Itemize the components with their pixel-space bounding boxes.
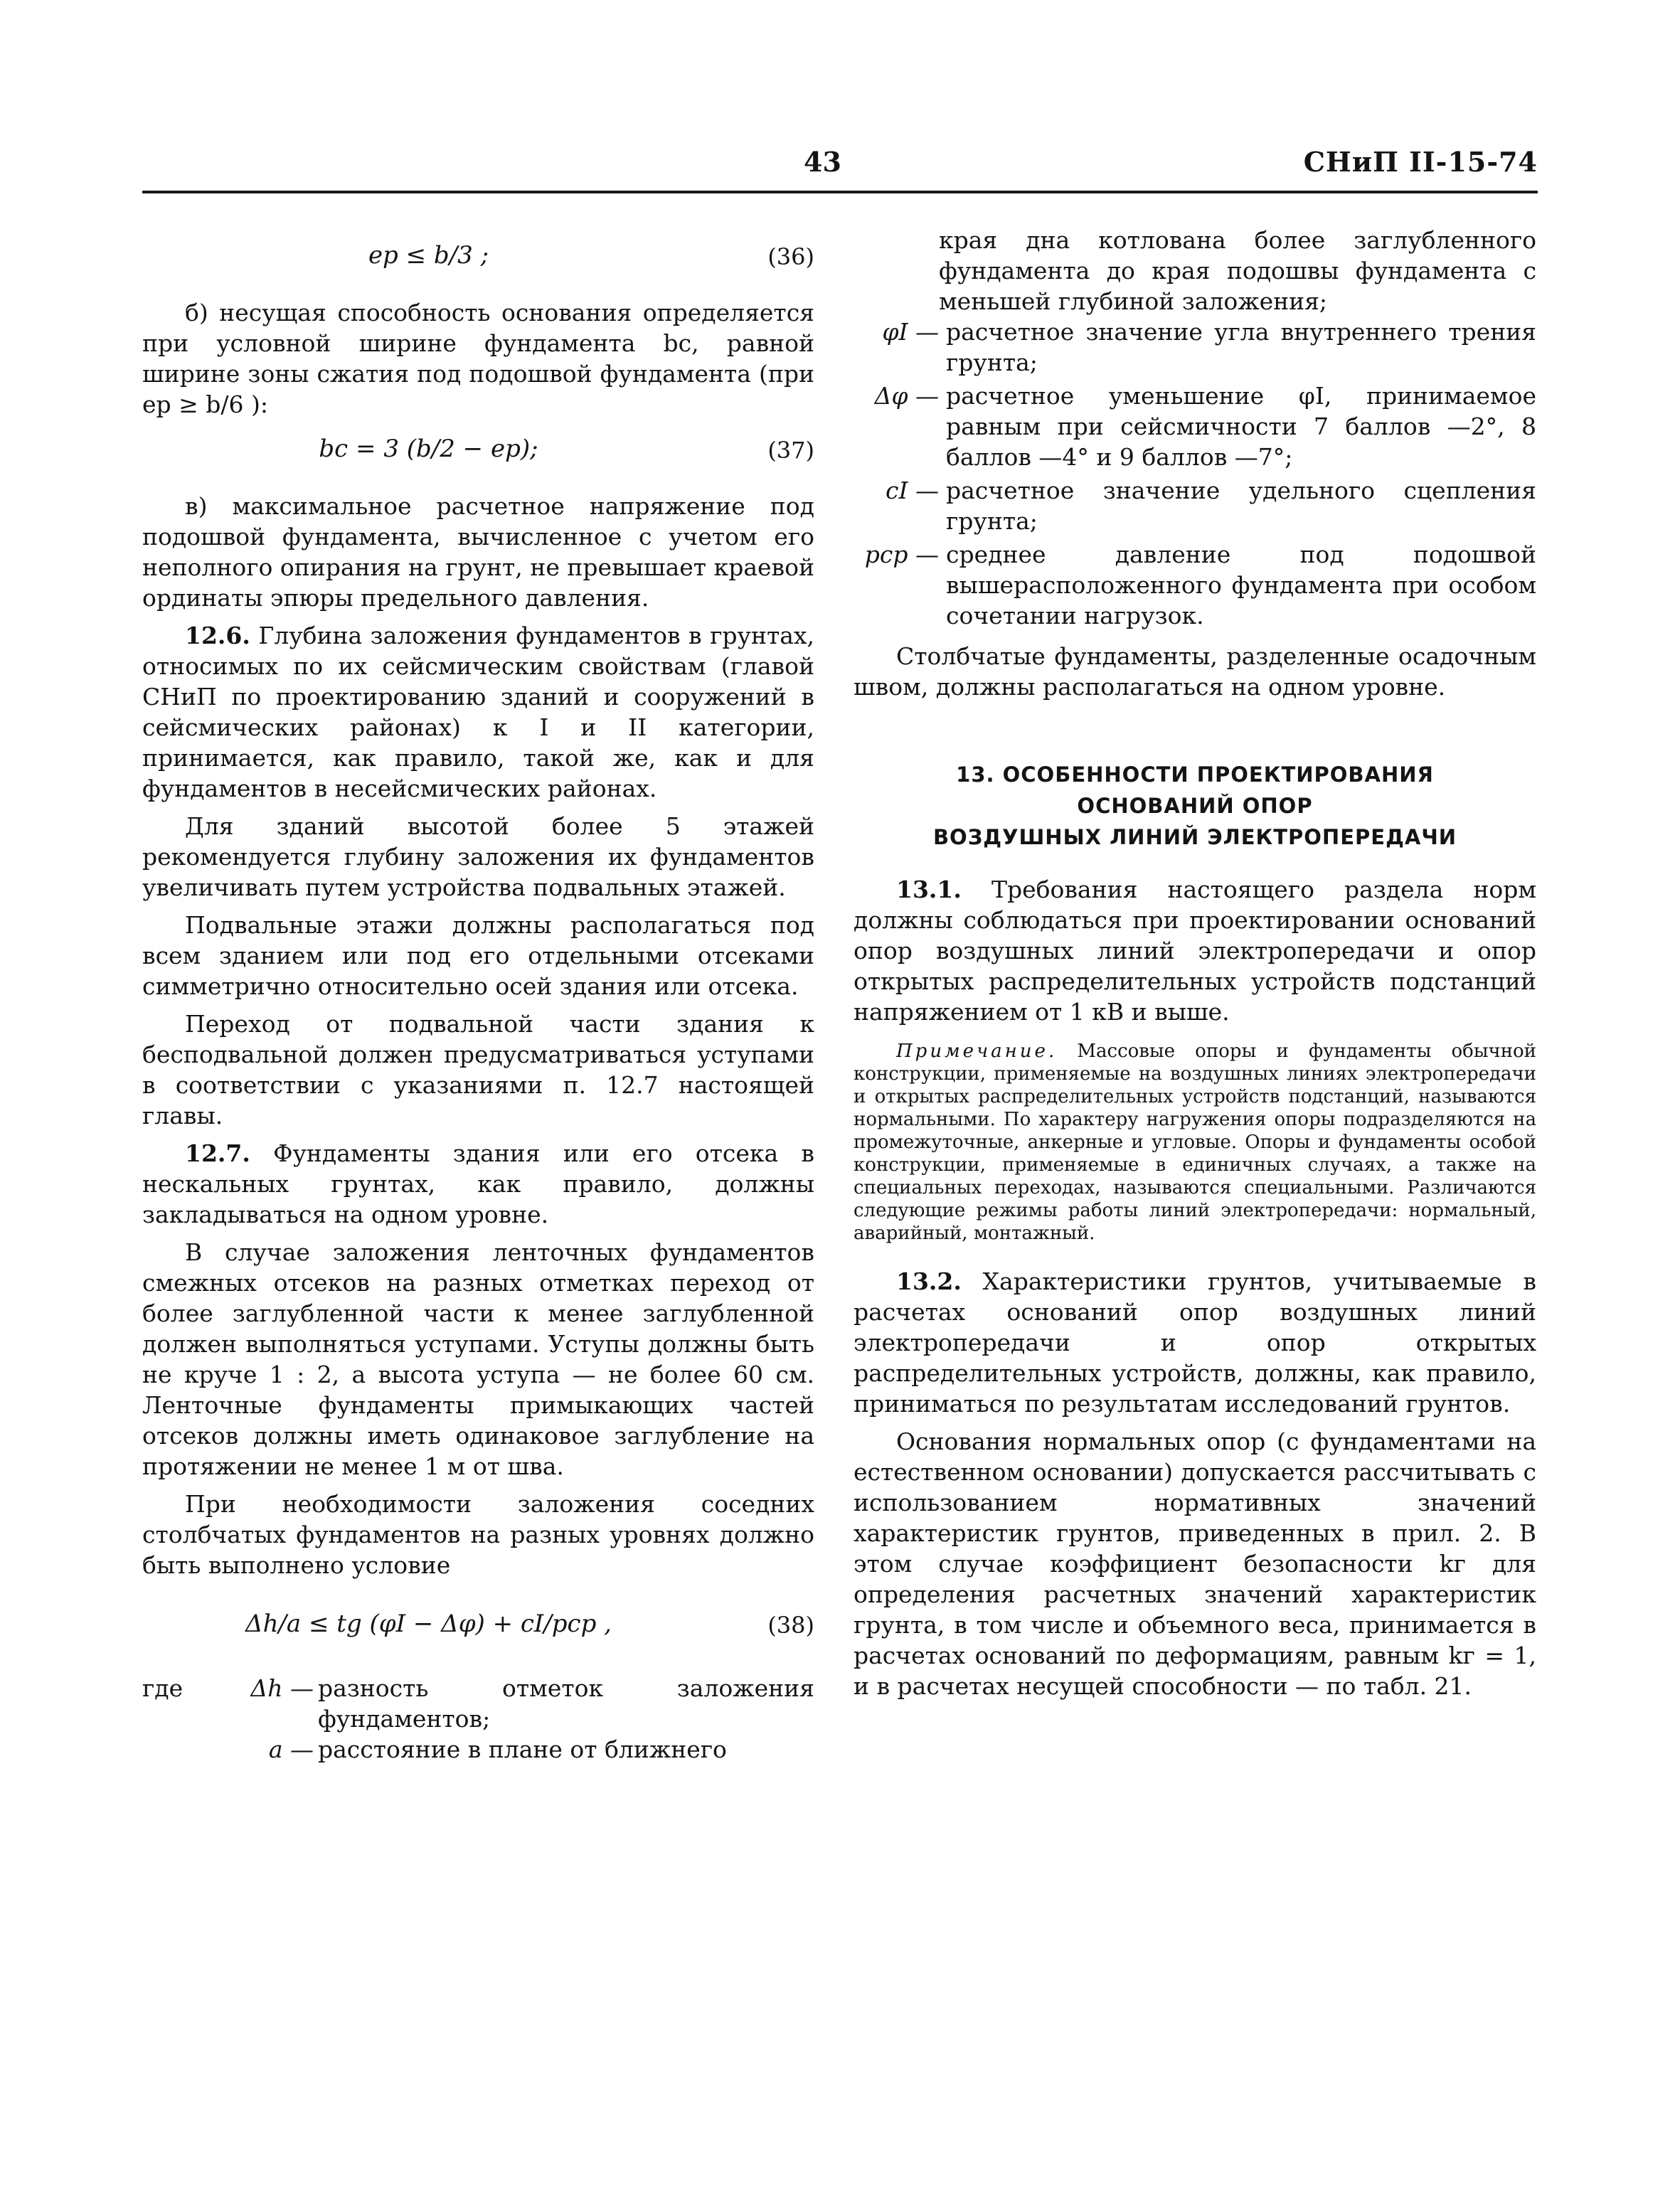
clause-13-2-text: Характеристики грунтов, учитываемые в расчетах оснований опор воздушных линий электропередачи и опор открытых распределительных устройств, должны, как правило, приниматься по результатам исследований грунтов. xyxy=(854,1267,1536,1418)
formula-38-number: (38) xyxy=(767,1612,814,1639)
def-symbol: cI — xyxy=(885,477,939,504)
right-column xyxy=(854,228,1536,1708)
document-code: СНиП II-15-74 xyxy=(1303,146,1538,178)
formula-37-expr: bс = 3 (b/2 − eр); xyxy=(319,435,538,463)
clause-12-6 xyxy=(142,620,814,804)
clause-12-6-text: Глубина заложения фундаментов в грунтах, относимых по их сейсмическим свойствам (главой СНиП по проектированию зданий и сооружений в сейсмических районах) к I и II категории, принимается, как правило, такой же, как и для фундаментов в несейсмических районах. xyxy=(142,622,815,802)
def-symbol: φI — xyxy=(882,318,939,346)
section-13-title-line: 13. ОСОБЕННОСТИ ПРОЕКТИРОВАНИЯ xyxy=(956,762,1434,787)
note-text: Массовые опоры и фундаменты обычной конструкции, применяемые на воздушных линиях электропередачи и открытых распределительных устройств подстанций, называются нормальными. По характеру нагружения опоры подразделяются на промежуточные, анкерные и угловые. Опоры и фундаменты особой конструкции, применяемые в единичных случаях, а также на специальных переходах, называются специальными. Различаются следующие режимы работы линий электропередачи: нормальный, аварийный, монтажный. xyxy=(854,1041,1537,1244)
section-13-title-line: ВОЗДУШНЫХ ЛИНИЙ ЭЛЕКТРОПЕРЕДАЧИ xyxy=(932,825,1457,849)
paragraph-strip-foundations: В случае заложения ленточных фундаментов смежных отсеков на разных отметках переход от более заглубленной части к менее заглубленной должен выполняться уступами. Уступы должны быть не круче 1 : 2, а высота уступа — не более 60 см. Ленточные фундаменты примыкающих частей отсеков должны иметь одинаковое заглубление на протяжении не менее 1 м от шва. xyxy=(142,1238,814,1480)
where-label: где xyxy=(142,1674,184,1702)
paragraph-basement: Подвальные этажи должны располагаться под всем зданием или под его отдельными отсеками симметрично относительно осей здания или отсека. xyxy=(142,911,814,1000)
section-13-title xyxy=(854,759,1536,853)
def-symbol: Δh — xyxy=(250,1674,314,1702)
def-symbol: a — xyxy=(268,1735,314,1763)
paragraph-b: б) несущая способность основания определяется при условной ширине фундамента bс, равной ширине зоны сжатия под подошвой фундамента (при eр ≥ b/6 ): xyxy=(142,299,814,418)
where-definitions xyxy=(142,1673,814,1765)
paragraph-transition: Переход от подвальной части здания к бесподвальной должен предусматриваться уступами в соответствии с указаниями п. 12.7 настоящей главы. xyxy=(142,1010,814,1129)
clause-12-7-number: 12.7. xyxy=(185,1139,250,1167)
paragraph-stolb: Столбчатые фундаменты, разделенные осадочным швом, должны располагаться на одном уровне. xyxy=(854,642,1536,701)
clause-13-1-text: Требования настоящего раздела норм должны соблюдаться при проектировании оснований опор воздушных линий электропередачи и опор открытых распределительных устройств подстанций напряжением от 1 кВ и выше. xyxy=(854,876,1537,1026)
paragraph-height: Для зданий высотой более 5 этажей рекомендуется глубину заложения их фундаментов увеличивать путем устройства подвальных этажей. xyxy=(142,812,814,901)
def-text: среднее давление под подошвой вышерасположенного фундамента при особом сочетании нагрузок. xyxy=(946,541,1536,629)
clause-13-2-number: 13.2. xyxy=(896,1267,962,1295)
def-symbol: pср — xyxy=(864,541,939,568)
formula-36-number: (36) xyxy=(767,243,814,270)
clause-13-1-number: 13.1. xyxy=(896,876,962,903)
paragraph-v: в) максимальное расчетное напряжение под подошвой фундамента, вычисленное с учетом его неполного опирания на грунт, не превышает краевой ординаты эпюры предельного давления. xyxy=(142,492,814,612)
note-label: Примечание. xyxy=(896,1041,1058,1062)
page-number: 43 xyxy=(804,146,841,178)
paragraph-column-foundations: При необходимости заложения соседних столбчатых фундаментов на разных уровнях должно быть выполнено условие xyxy=(142,1490,814,1579)
note xyxy=(854,1040,1536,1245)
right-definitions xyxy=(854,317,1536,634)
clause-13-2 xyxy=(854,1266,1536,1419)
clause-12-7-text: Фундаменты здания или его отсека в нескальных грунтах, как правило, должны закладываться на одном уровне. xyxy=(142,1139,814,1228)
formula-36-expr: eр ≤ b/3 ; xyxy=(368,241,489,270)
header-rule xyxy=(142,191,1538,193)
formula-37-number: (37) xyxy=(767,437,814,464)
def-text: разность отметок заложения фундаментов; xyxy=(318,1674,814,1733)
formula-37 xyxy=(142,427,814,484)
formula-36 xyxy=(142,233,814,290)
section-13-title-line: ОСНОВАНИЙ ОПОР xyxy=(1077,794,1313,818)
clause-12-7 xyxy=(142,1138,814,1230)
def-text: расчетное значение угла внутреннего трения грунта; xyxy=(946,318,1536,376)
formula-38-expr: Δh/a ≤ tg (φI − Δφ) + cI/pср , xyxy=(245,1610,612,1638)
paragraph-normal-supports: Основания нормальных опор (с фундаментами на естественном основании) допускается рассчитывать с использованием нормативных значений характеристик грунтов, приведенных в прил. 2. В этом случае коэффициент безопасности kг для определения расчетных значений характеристик грунта, в том числе и объемного веса, принимается в расчетах оснований по деформациям, равным kг = 1, и в расчетах несущей способности — по табл. 21. xyxy=(854,1428,1536,1700)
def-text: расчетное значение удельного сцепления грунта; xyxy=(946,477,1536,535)
formula-38 xyxy=(142,1588,814,1666)
clause-12-6-number: 12.6. xyxy=(185,622,250,649)
def-text: расчетное уменьшение φI, принимаемое равным при сейсмичности 7 баллов —2°, 8 баллов —4° и 9 баллов —7°; xyxy=(946,382,1536,471)
left-column xyxy=(142,228,814,1765)
def-text: расстояние в плане от ближнего xyxy=(318,1735,727,1763)
def-symbol: Δφ — xyxy=(874,382,939,410)
definition-continuation: края дна котлована более заглубленного фундамента до края подошвы фундамента с меньшей глубиной заложения; xyxy=(939,226,1536,315)
clause-13-1 xyxy=(854,874,1536,1027)
